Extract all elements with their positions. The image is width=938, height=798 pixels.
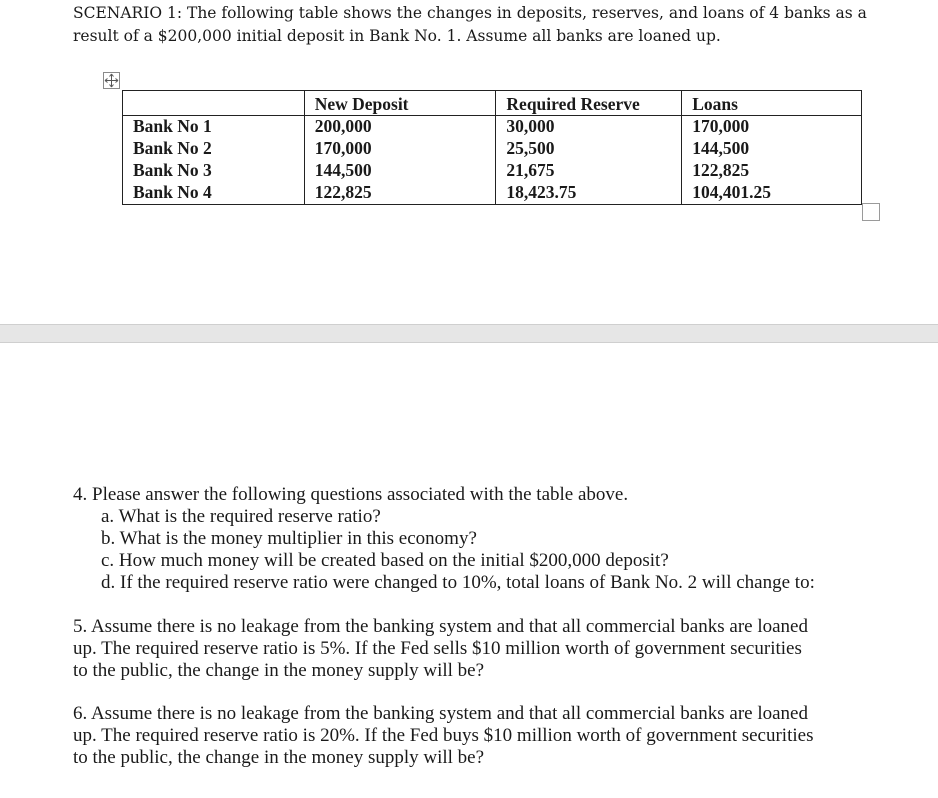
table-cell: 21,675 (496, 160, 682, 182)
question-5 (73, 616, 863, 682)
table-header-row (123, 91, 862, 116)
question-line: 6. Assume there is no leakage from the banking system and that all commercial banks are loaned (73, 703, 808, 724)
table-move-handle-icon[interactable] (103, 72, 120, 89)
table-row (123, 116, 862, 139)
scenario-line: result of a $200,000 initial deposit in Bank No. 1. Assume all banks are loaned up. (73, 27, 721, 45)
question-line: to the public, the change in the money supply will be? (73, 660, 485, 681)
table-cell: 170,000 (304, 138, 496, 160)
table-cell: 25,500 (496, 138, 682, 160)
question-line: 5. Assume there is no leakage from the banking system and that all commercial banks are loaned (73, 616, 808, 637)
table-cell: Bank No 2 (123, 138, 305, 160)
question-4 (73, 484, 815, 594)
table-row (123, 138, 862, 160)
table-cell: Bank No 3 (123, 160, 305, 182)
question-line: to the public, the change in the money supply will be? (73, 747, 485, 768)
table-cell: 144,500 (682, 138, 862, 160)
table-header-cell: Required Reserve (496, 91, 682, 116)
table-cell: 144,500 (304, 160, 496, 182)
table-resize-handle[interactable] (862, 203, 880, 221)
question-part: b. What is the money multiplier in this economy? (101, 528, 477, 549)
table-cell: 200,000 (304, 116, 496, 139)
table-header-cell: Loans (682, 91, 862, 116)
table-cell: 30,000 (496, 116, 682, 139)
table-cell: 18,423.75 (496, 182, 682, 205)
question-part: c. How much money will be created based on the initial $200,000 deposit? (101, 550, 669, 571)
table-row (123, 182, 862, 205)
question-stem: 4. Please answer the following questions associated with the table above. (73, 484, 629, 505)
question-6 (73, 703, 863, 769)
page-break-gap (0, 324, 938, 343)
question-line: up. The required reserve ratio is 20%. If the Fed buys $10 million worth of government securities (73, 725, 814, 746)
table-cell: Bank No 1 (123, 116, 305, 139)
question-part: a. What is the required reserve ratio? (101, 506, 381, 527)
question-part: d. If the required reserve ratio were changed to 10%, total loans of Bank No. 2 will change to: (101, 572, 815, 593)
table-cell: 122,825 (304, 182, 496, 205)
table-row (123, 160, 862, 182)
question-line: up. The required reserve ratio is 5%. If the Fed sells $10 million worth of government securities (73, 638, 802, 659)
scenario-text (73, 2, 873, 48)
table-cell: 170,000 (682, 116, 862, 139)
scenario-line: SCENARIO 1: The following table shows the changes in deposits, reserves, and loans of 4 banks as a (73, 4, 867, 22)
table-cell: Bank No 4 (123, 182, 305, 205)
table-header-cell (123, 91, 305, 116)
table-cell: 122,825 (682, 160, 862, 182)
bank-table (122, 90, 862, 205)
table-cell: 104,401.25 (682, 182, 862, 205)
table-header-cell: New Deposit (304, 91, 496, 116)
